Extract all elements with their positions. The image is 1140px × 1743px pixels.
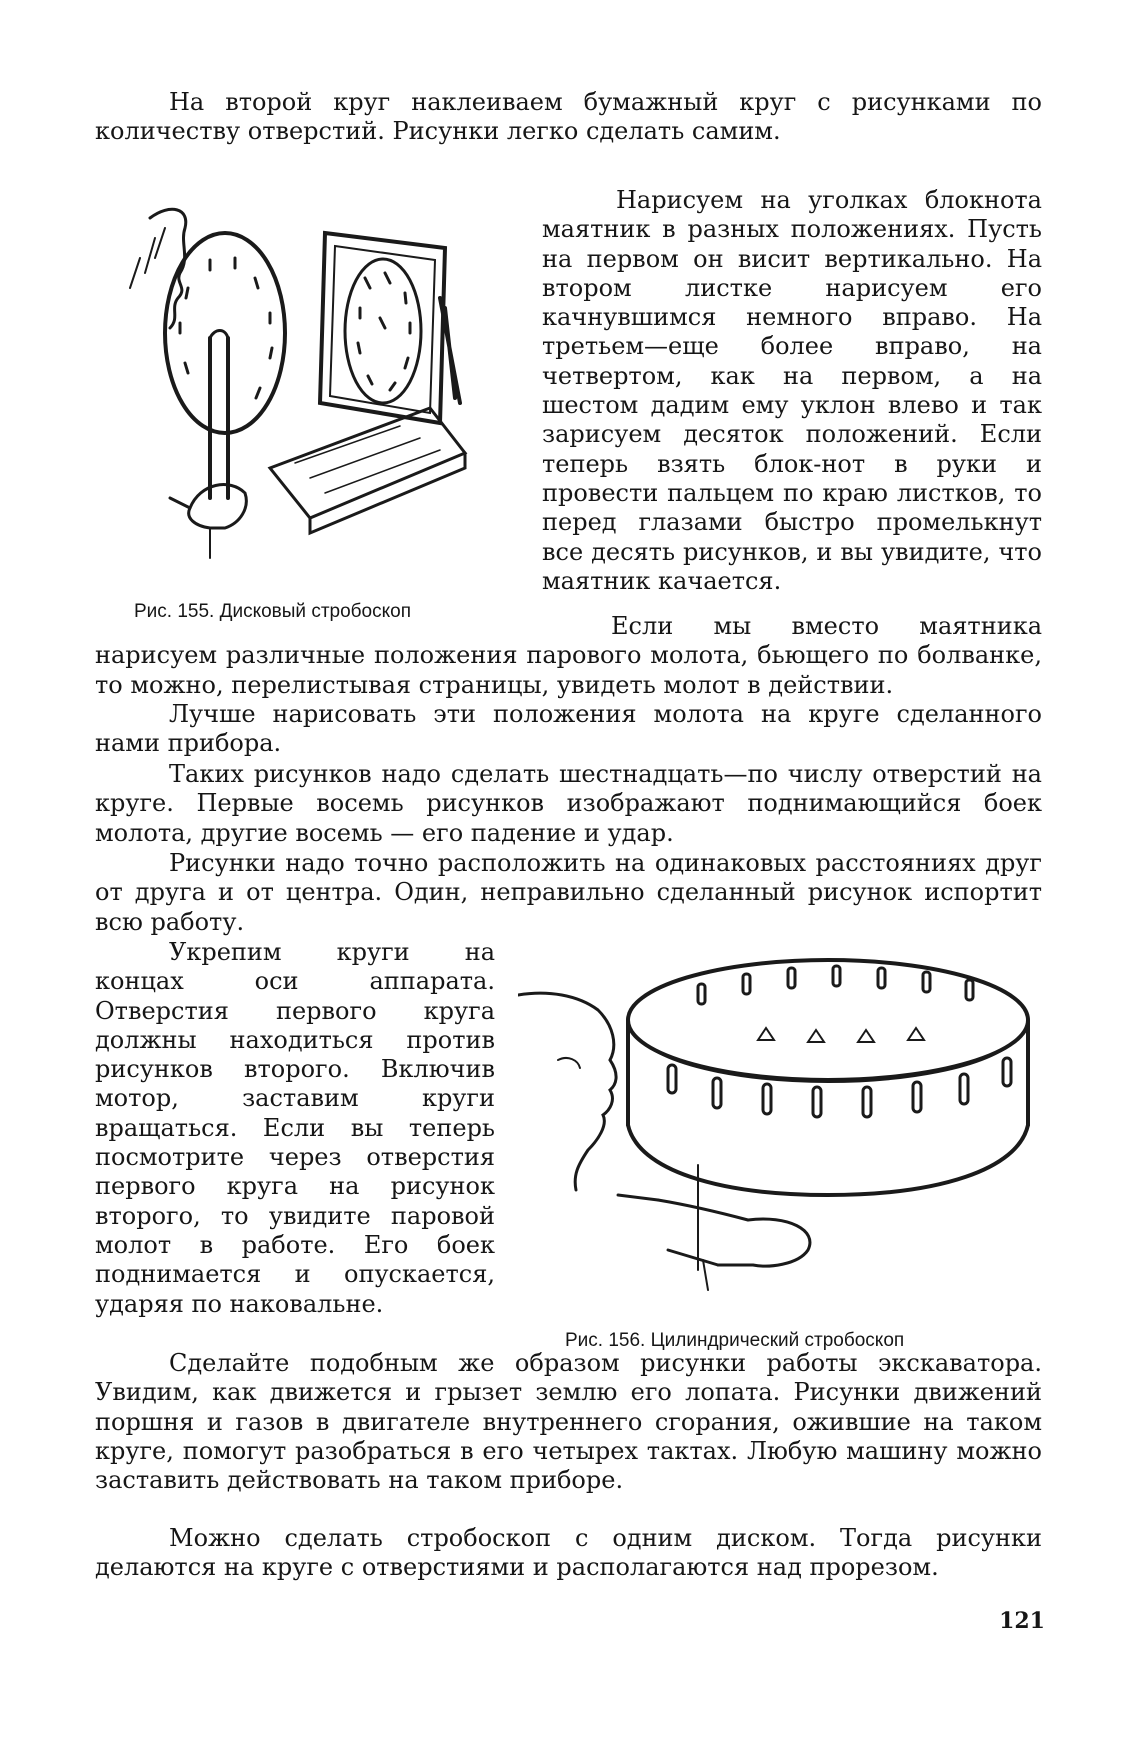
figure-156-caption: Рис. 156. Цилиндрический стробоскоп [565, 1330, 905, 1351]
paragraph-8: Можно сделать стробоскоп с одним диском. Тогда рисунки делаются на круге с отверстиями и располагаются над прорезом. [95, 1524, 1042, 1582]
intro-paragraph: На второй круг наклеиваем бумажный круг с рисунками по количеству отверстий. Рисунки легко сделать самим. [95, 88, 1042, 146]
page-number: 121 [999, 1608, 1045, 1634]
figure-156-cylinder-stroboscope [518, 950, 1042, 1310]
paragraph-2: Если мы вместо маятника нарисуем различные положения парового молота, бьющего по болванке, то можно, перелистывая страницы, увидеть молот в действии. [95, 612, 1042, 699]
paragraph-5: Рисунки надо точно расположить на одинаковых расстояниях друг от друга и от центра. Один, неправильно сделанный рисунок испортит всю работу. [95, 849, 1042, 936]
paragraph-7: Сделайте подобным же образом рисунки работы экскаватора. Увидим, как движется и грызет землю его лопата. Рисунки движений поршня и газов в двигателе внутреннего сгорания, ожившие на таком круге, помогут разобраться в его четырех тактах. Любую машину можно заставить действовать на таком приборе. [95, 1349, 1042, 1495]
side-paragraph-1: Нарисуем на уголках блокнота маятник в разных положениях. Пусть на первом он висит вертикально. На втором листке нарисуем его качнувшимся немного вправо. На третьем—еще более вправо, на четвертом, как на первом, а на шестом дадим ему уклон влево и так зарисуем десяток положений. Если теперь взять блок-нот в руки и провести пальцем по краю листков, то перед глазами быстро промелькнут все десять рисунков, и вы увидите, что маятник качается. [542, 186, 1042, 595]
paragraph-4: Таких рисунков надо сделать шестнадцать—по числу отверстий на круге. Первые восемь рисунков изображают поднимающийся боек молота, другие восемь — его падение и удар. [95, 760, 1042, 847]
paragraph-3: Лучше нарисовать эти положения молота на круге сделанного нами прибора. [95, 700, 1042, 758]
figure-155-caption: Рис. 155. Дисковый стробоскоп [134, 601, 411, 622]
figure-155-disk-stroboscope [110, 198, 530, 598]
side-paragraph-2: Укрепим круги на концах оси аппарата. Отверстия первого круга должны находиться против рисунков второго. Включив мотор, заставим круги вращаться. Если вы теперь посмотрите через отверстия первого круга на рисунок второго, то увидите паровой молот в работе. Его боек поднимается и опускается, ударяя по наковальне. [95, 938, 495, 1318]
